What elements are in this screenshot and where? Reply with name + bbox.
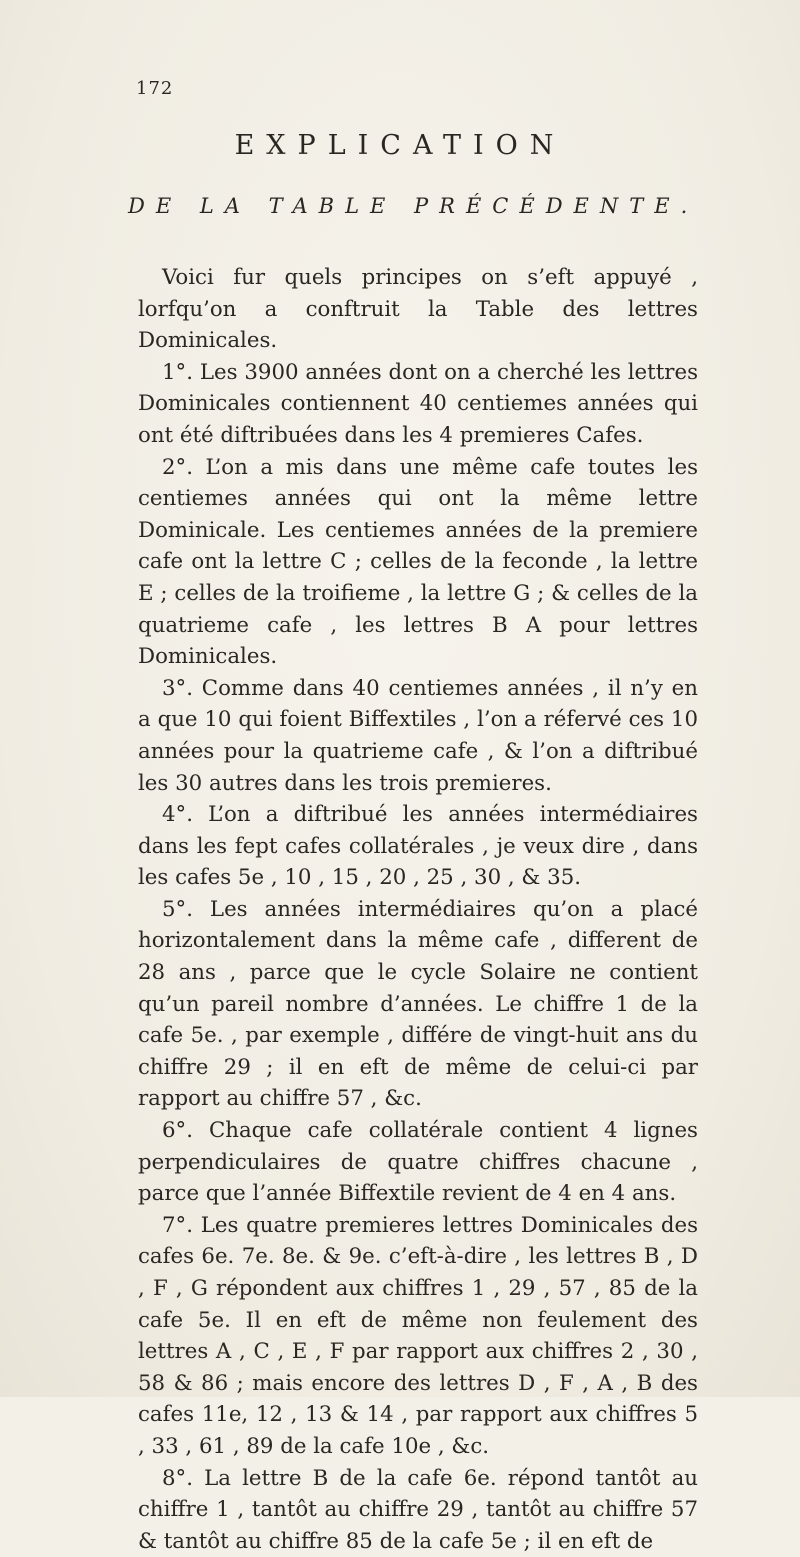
paragraph-3: 3°. Comme dans 40 centiemes années , il n’y en a que 10 qui foient Biffextiles , l’on a réfervé ces 10 années pour la quatrieme cafe , & l’on a diftribué les 30 autres dans les trois premieres. <box>138 675 698 796</box>
paragraph-6: 6°. Chaque cafe collatérale contient 4 lignes perpendiculaires de quatre chiffres chacune , parce que l’année Biffextile revient de 4 en 4 ans. <box>138 1118 698 1207</box>
page-number: 172 <box>136 78 174 99</box>
paragraph-5: 5°. Les années intermédiaires qu’on a placé horizontalement dans la même cafe , different de 28 ans , parce que le cycle Solaire ne contient qu’un pareil nombre d’années. Le chiffre 1 de la cafe 5e. , par exemple , différe de vingt-huit ans du chiffre 29 ; il en eft de même de celui-ci par rapport au chiffre 57 , &c. <box>138 896 698 1112</box>
paragraph-8: 8°. La lettre B de la cafe 6e. répond tantôt au chiffre 1 , tantôt au chiffre 29 , tantôt au chiffre 57 & tantôt au chiffre 85 de la cafe 5e ; il en eft de <box>138 1465 698 1554</box>
paragraph-2: 2°. L’on a mis dans une même cafe toutes les centiemes années qui ont la même lettre Dominicale. Les centiemes années de la premiere cafe ont la lettre C ; celles de la feconde , la lettre E ; celles de la troifieme , la lettre G ; & celles de la quatrieme cafe , les lettres B A pour lettres Dominicales. <box>138 454 698 670</box>
paragraph-intro: Voici fur quels principes on s’eft appuyé , lorfqu’on a conftruit la Table des lettres Dominicales. <box>138 265 698 354</box>
page-title: EXPLICATION <box>234 130 566 161</box>
paragraph-4: 4°. L’on a diftribué les années intermédiaires dans les fept cafes collatérales , je veux dire , dans les cafes 5e , 10 , 15 , 20 , 25 , 30 , & 35. <box>138 802 698 891</box>
paragraph-7: 7°. Les quatre premieres lettres Dominicales des cafes 6e. 7e. 8e. & 9e. c’eft-à-dire , les lettres B , D , F , G répondent aux chiffres 1 , 29 , 57 , 85 de la cafe 5e. Il en eft de même non feulement des lettres A , C , E , F par rapport aux chiffres 2 , 30 , 58 & 86 ; mais encore des lettres D , F , A , B des cafes 11e, 12 , 13 & 14 , par rapport aux chiffres 5 , 33 , 61 , 89 de la cafe 10e , &c. <box>138 1212 698 1459</box>
page-subtitle: DE LA TABLE PRÉCÉDENTE. <box>128 194 699 218</box>
paragraph-1: 1°. Les 3900 années dont on a cherché les lettres Dominicales contiennent 40 centiemes années qui ont été diftribuées dans les 4 premieres Cafes. <box>138 359 698 448</box>
body-text <box>138 262 698 1557</box>
